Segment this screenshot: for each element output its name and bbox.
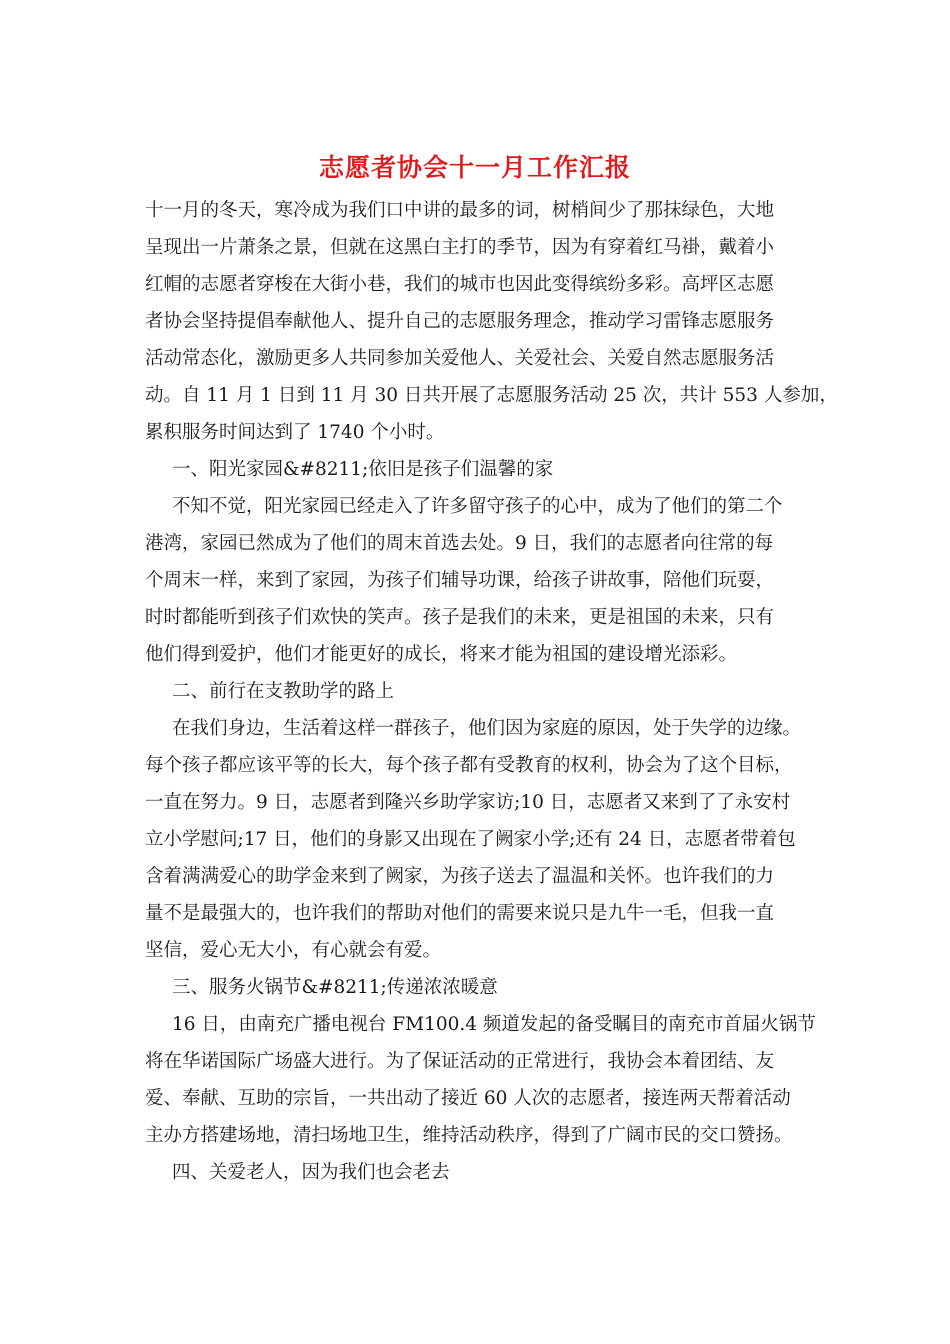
paragraph-line: 他们得到爱护，他们才能更好的成长，将来才能为祖国的建设增光添彩。 — [145, 644, 738, 665]
paragraph-line: 累积服务时间达到了 1740 个小时。 — [145, 422, 445, 443]
paragraph-line: 含着满满爱心的助学金来到了阙家，为孩子送去了温温和关怀。也许我们的力 — [145, 866, 775, 887]
paragraph-line: 爱、奉献、互助的宗旨，一共出动了接近 60 人次的志愿者，接连两天帮着活动 — [145, 1088, 791, 1109]
paragraph-line: 动。自 11 月 1 日到 11 月 30 日共开展了志愿服务活动 25 次，共计 553 人参加， — [145, 385, 838, 406]
section-heading-2: 二、前行在支教助学的路上 — [172, 681, 395, 702]
document-title: 志愿者协会十一月工作汇报 — [318, 153, 631, 182]
paragraph-line: 在我们身边，生活着这样一群孩子，他们因为家庭的原因，处于失学的边缘。 — [172, 718, 802, 739]
section-heading-3: 三、服务火锅节&#8211;传递浓浓暖意 — [172, 977, 498, 998]
paragraph-line: 一直在努力。9 日，志愿者到隆兴乡助学家访;10 日，志愿者又来到了了永安村 — [145, 792, 791, 813]
paragraph-line: 者协会坚持提倡奉献他人、提升自己的志愿服务理念，推动学习雷锋志愿服务 — [145, 311, 775, 332]
paragraph-line: 十一月的冬天，寒冷成为我们口中讲的最多的词，树梢间少了那抹绿色，大地 — [145, 200, 775, 221]
paragraph-line: 港湾，家园已然成为了他们的周末首选去处。9 日，我们的志愿者向往常的每 — [145, 533, 774, 554]
paragraph-line: 立小学慰问;17 日，他们的身影又出现在了阙家小学;还有 24 日，志愿者带着包 — [145, 829, 796, 850]
paragraph-line: 主办方搭建场地，清扫场地卫生，维持活动秩序，得到了广阔市民的交口赞扬。 — [145, 1125, 793, 1146]
paragraph-line: 活动常态化，激励更多人共同参加关爱他人、关爱社会、关爱自然志愿服务活 — [145, 348, 775, 369]
section-heading-4: 四、关爱老人，因为我们也会老去 — [172, 1162, 450, 1183]
paragraph-line: 每个孩子都应该平等的长大，每个孩子都有受教育的权利，协会为了这个目标， — [145, 755, 793, 776]
paragraph-line: 坚信，爱心无大小，有心就会有爱。 — [145, 940, 442, 961]
paragraph-line: 量不是最强大的，也许我们的帮助对他们的需要来说只是九牛一毛，但我一直 — [145, 903, 775, 924]
paragraph-line: 呈现出一片萧条之景，但就在这黑白主打的季节，因为有穿着红马褂，戴着小 — [145, 237, 775, 258]
paragraph-line: 不知不觉，阳光家园已经走入了许多留守孩子的心中，成为了他们的第二个 — [172, 496, 783, 517]
section-heading-1: 一、阳光家园&#8211;依旧是孩子们温馨的家 — [172, 459, 554, 480]
paragraph-line: 将在华诺国际广场盛大进行。为了保证活动的正常进行，我协会本着团结、友 — [145, 1051, 775, 1072]
paragraph-line: 红帽的志愿者穿梭在大街小巷，我们的城市也因此变得缤纷多彩。高坪区志愿 — [145, 274, 775, 295]
paragraph-line: 个周末一样，来到了家园，为孩子们辅导功课，给孩子讲故事，陪他们玩耍， — [145, 570, 775, 591]
paragraph-line: 时时都能听到孩子们欢快的笑声。孩子是我们的未来，更是祖国的未来，只有 — [145, 607, 775, 628]
paragraph-line: 16 日，由南充广播电视台 FM100.4 频道发起的备受瞩目的南充市首届火锅节 — [172, 1014, 816, 1035]
